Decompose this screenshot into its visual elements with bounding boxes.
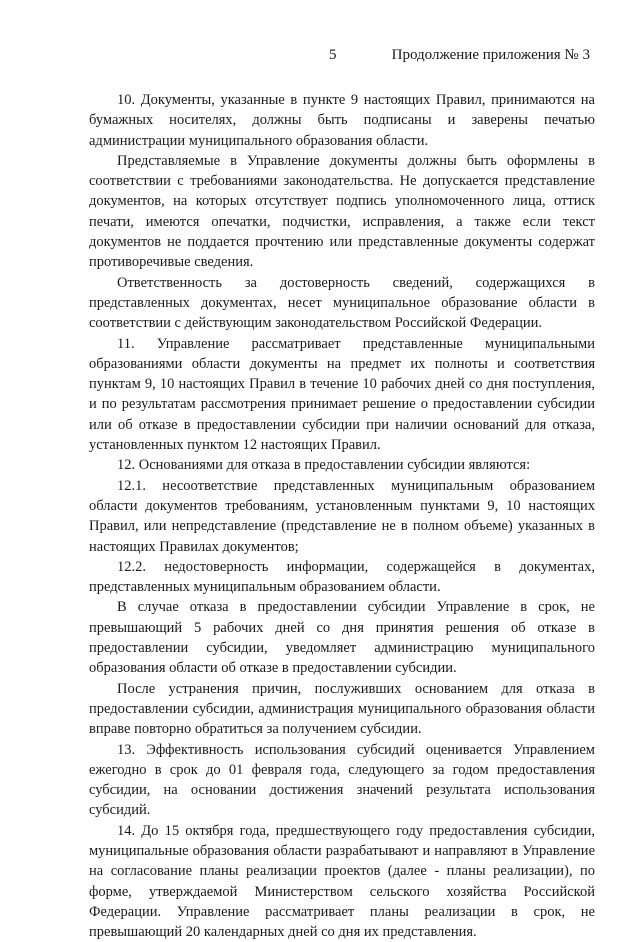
document-body: [89, 90, 595, 942]
page-number: 5: [329, 47, 337, 63]
paragraph-14: 14. До 15 октября года, предшествующего году предоставления субсидии, муниципальные образования области разрабатывают и направляют в Управление на согласование планы реализации проектов (далее - планы реализации), по форме, утверждаемой Министерством сельского хозяйства Российской Федерации. Управление рассматривает планы реализации в срок, не превышающий 20 календарных дней со дня их представления.: [89, 822, 595, 941]
paragraph-refusal-notice: В случае отказа в предоставлении субсидии Управление в срок, не превышающий 5 рабочих дней со дня принятия решения об отказе в предоставлении субсидии, уведомляет администрацию муниципального образования области об отказе в предоставлении субсидии.: [89, 599, 595, 677]
paragraph-12: 12. Основаниями для отказа в предоставлении субсидии являются:: [117, 457, 531, 474]
paragraph-12-2: 12.2. недостоверность информации, содержащейся в документах, представленных муниципальным образованием области.: [89, 558, 595, 596]
paragraph-11: 11. Управление рассматривает представленные муниципальными образованиями области документы на предмет их полноты и соответствия пунктам 9, 10 настоящих Правил в течение 10 рабочих дней со дня поступления, и по результатам рассмотрения принимает решение о предоставлении субсидии или об отказе в предоставлении субсидии при наличии оснований для отказа, установленных пунктом 12 настоящих Правил.: [89, 335, 595, 454]
paragraph-10: 10. Документы, указанные в пункте 9 настоящих Правил, принимаются на бумажных носителях, должны быть подписаны и заверены печатью администрации муниципального образования области.: [89, 92, 595, 149]
paragraph-responsibility: Ответственность за достоверность сведений, содержащихся в представленных документах, несет муниципальное образование области в соответствии с действующим законодательством Российской Федерации.: [89, 274, 595, 332]
paragraph-13: 13. Эффективность использования субсидий оценивается Управлением ежегодно в срок до 01 февраля года, следующего за годом предоставления субсидии, на основании достижения значений результата использования субсидий.: [89, 741, 595, 819]
paragraph-12-1: 12.1. несоответствие представленных муниципальным образованием области документов требованиям, установленным пунктами 9, 10 настоящих Правил, или непредставление (представление не в полном объеме) указанных в настоящих Правилах документов;: [89, 477, 595, 555]
page-header: [0, 47, 640, 67]
appendix-continuation-label: Продолжение приложения № 3: [391, 47, 590, 63]
paragraph-documents-requirements: Представляемые в Управление документы должны быть оформлены в соответствии с требованиями законодательства. Не допускается представление документов, на которых отсутствует подпись уполномоченного лица, оттиск печати, имеются опечатки, подчистки, исправления, а также если текст документов не поддается прочтению или представленные документы содержат противоречивые сведения.: [89, 152, 595, 271]
paragraph-reapplication: После устранения причин, послуживших основанием для отказа в предоставлении субсидии, администрация муниципального образования области вправе повторно обратиться за получением субсидии.: [89, 680, 595, 738]
